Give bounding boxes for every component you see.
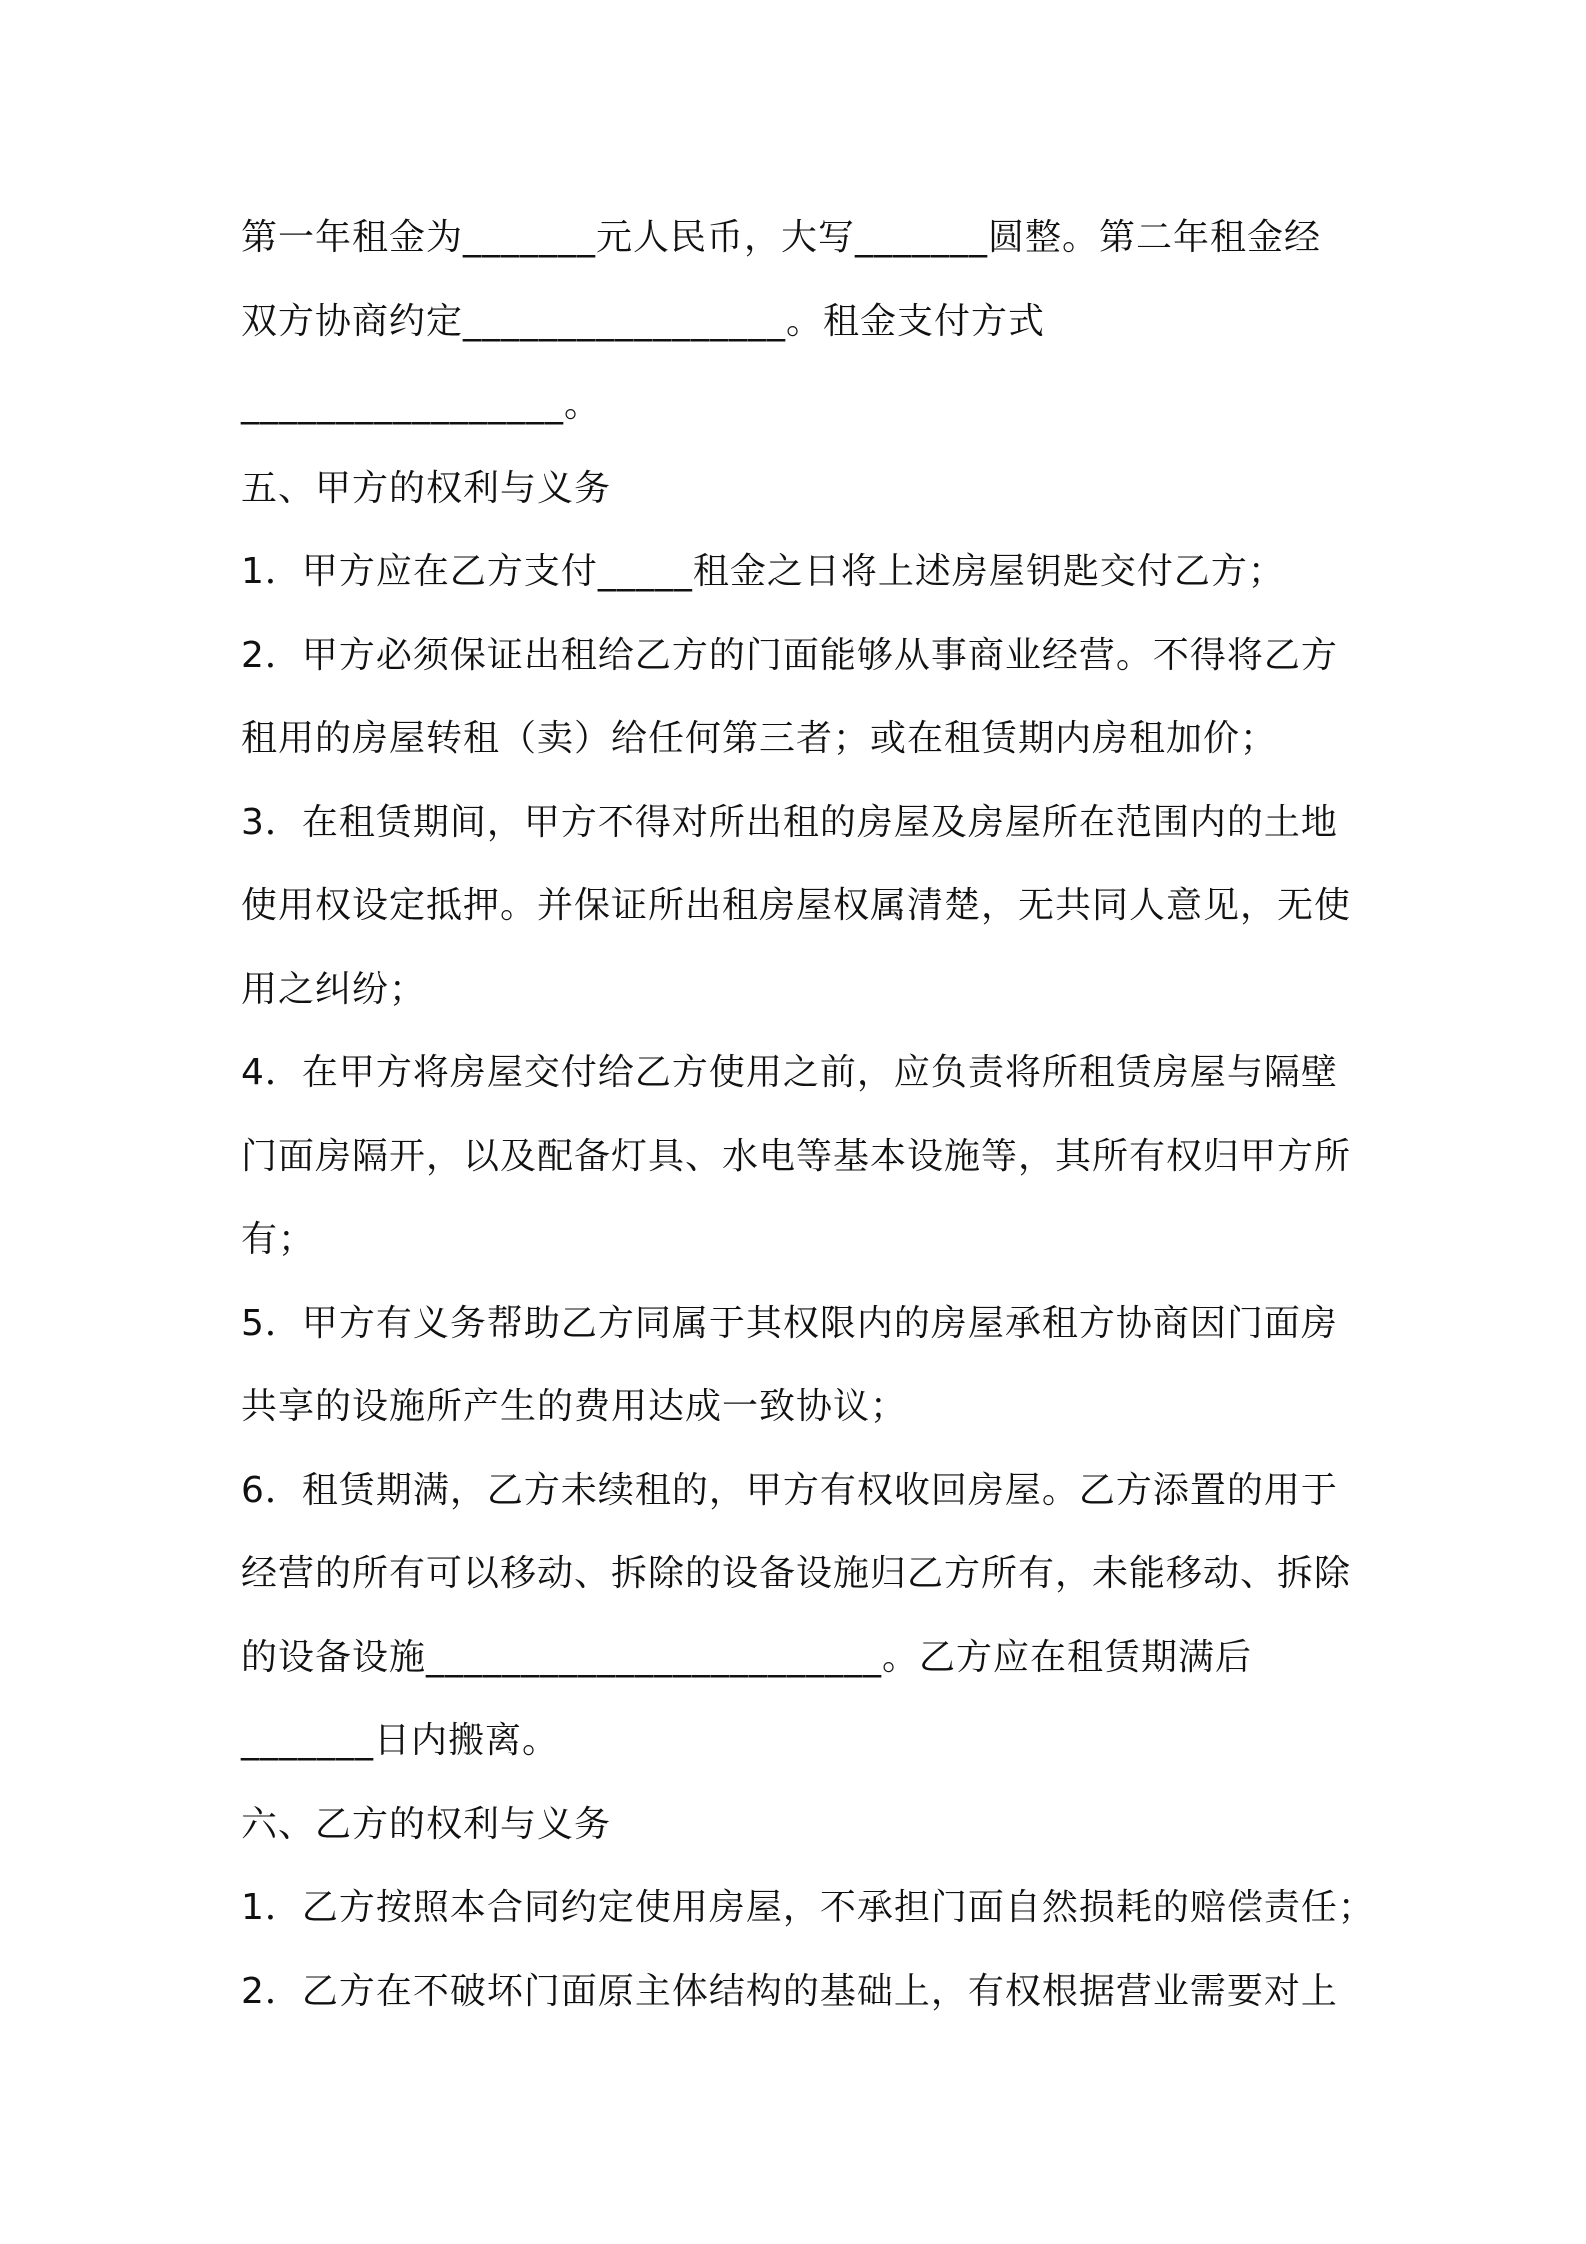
clause-a-1: 1．甲方应在乙方支付_____租金之日将上述房屋钥匙交付乙方； xyxy=(241,551,1285,592)
text-line-rent-first-year: 第一年租金为_______元人民币，大写_______圆整。第二年租金经 xyxy=(241,217,1322,258)
clause-a-5-line-2: 共享的设施所产生的费用达成一致协议； xyxy=(241,1386,908,1427)
clause-a-2-line-2: 租用的房屋转租（卖）给任何第三者；或在租赁期内房租加价； xyxy=(241,718,1278,759)
clause-a-4-line-1: 4．在甲方将房屋交付给乙方使用之前，应负责将所租赁房屋与隔壁 xyxy=(241,1052,1338,1093)
text-line-payment-method: _________________。 xyxy=(241,384,601,425)
clause-a-3-line-1: 3．在租赁期间，甲方不得对所出租的房屋及房屋所在范围内的土地 xyxy=(241,801,1338,843)
document-body xyxy=(241,196,1375,2033)
clause-b-2-line-1: 2．乙方在不破坏门面原主体结构的基础上，有权根据营业需要对上 xyxy=(241,1970,1338,2012)
clause-a-5-line-1: 5．甲方有义务帮助乙方同属于其权限内的房屋承租方协商因门面房 xyxy=(241,1302,1338,1344)
clause-a-3-line-3: 用之纠纷； xyxy=(241,968,427,1010)
clause-a-2-line-1: 2．甲方必须保证出租给乙方的门面能够从事商业经营。不得将乙方 xyxy=(241,634,1338,676)
clause-a-6-line-3: 的设备设施________________________。乙方应在租赁期满后 xyxy=(241,1636,1253,1678)
clause-a-4-line-2: 门面房隔开，以及配备灯具、水电等基本设施等，其所有权归甲方所 xyxy=(241,1135,1352,1177)
clause-a-6-line-1: 6．租赁期满，乙方未续租的，甲方有权收回房屋。乙方添置的用于 xyxy=(241,1469,1338,1511)
clause-a-6-line-4: _______日内搬离。 xyxy=(241,1720,560,1761)
clause-a-3-line-2: 使用权设定抵押。并保证所出租房屋权属清楚，无共同人意见，无使 xyxy=(241,885,1352,926)
text-line-rent-second-year: 双方协商约定_________________。租金支付方式 xyxy=(241,300,1046,342)
clause-a-4-line-3: 有； xyxy=(241,1219,316,1260)
section-heading-party-a: 五、甲方的权利与义务 xyxy=(241,467,612,509)
clause-b-1: 1．乙方按照本合同约定使用房屋，不承担门面自然损耗的赔偿责任； xyxy=(241,1887,1375,1928)
clause-a-6-line-2: 经营的所有可以移动、拆除的设备设施归乙方所有，未能移动、拆除 xyxy=(241,1553,1352,1594)
section-heading-party-b: 六、乙方的权利与义务 xyxy=(241,1803,612,1845)
